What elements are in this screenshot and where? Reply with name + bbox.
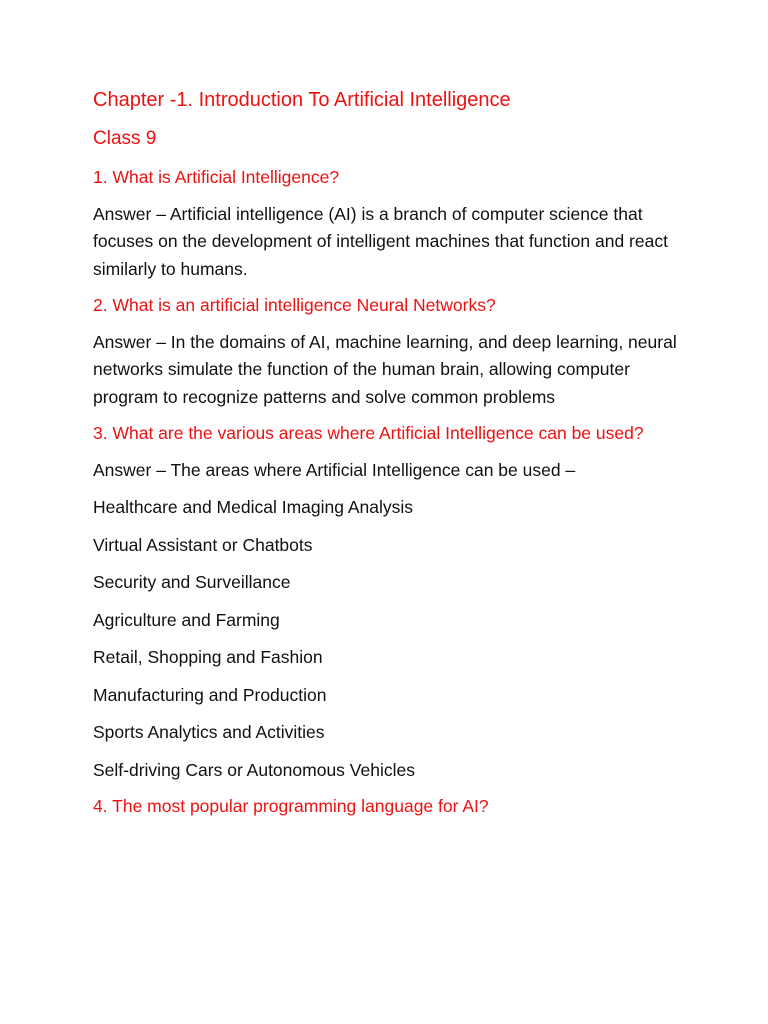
question-4: 4. The most popular programming language for AI? xyxy=(93,796,489,816)
answer-3: Answer – The areas where Artificial Intelligence can be used – xyxy=(93,459,576,480)
list-item: Retail, Shopping and Fashion xyxy=(93,647,323,667)
list-item: Manufacturing and Production xyxy=(93,684,327,705)
class-label: Class 9 xyxy=(93,128,157,149)
ai-areas-list xyxy=(93,494,693,784)
document-page xyxy=(93,86,693,821)
answer-1: Answer – Artificial intelligence (AI) is a branch of computer science that focuses on the development of intelligent machines that function and react similarly to humans. xyxy=(93,203,668,279)
list-item: Virtual Assistant or Chatbots xyxy=(93,534,313,555)
answer-2: Answer – In the domains of AI, machine learning, and deep learning, neural networks simulate the function of the human brain, allowing computer program to recognize patterns and solve common problems xyxy=(93,331,677,407)
question-1: 1. What is Artificial Intelligence? xyxy=(93,167,340,187)
list-item: Security and Surveillance xyxy=(93,572,291,592)
question-3: 3. What are the various areas where Artificial Intelligence can be used? xyxy=(93,423,644,443)
chapter-title: Chapter -1. Introduction To Artificial Intelligence xyxy=(93,89,511,111)
list-item: Agriculture and Farming xyxy=(93,609,280,630)
list-item: Sports Analytics and Activities xyxy=(93,722,325,742)
list-item: Self-driving Cars or Autonomous Vehicles xyxy=(93,759,415,780)
question-2: 2. What is an artificial intelligence Neural Networks? xyxy=(93,295,496,315)
list-item: Healthcare and Medical Imaging Analysis xyxy=(93,497,414,517)
